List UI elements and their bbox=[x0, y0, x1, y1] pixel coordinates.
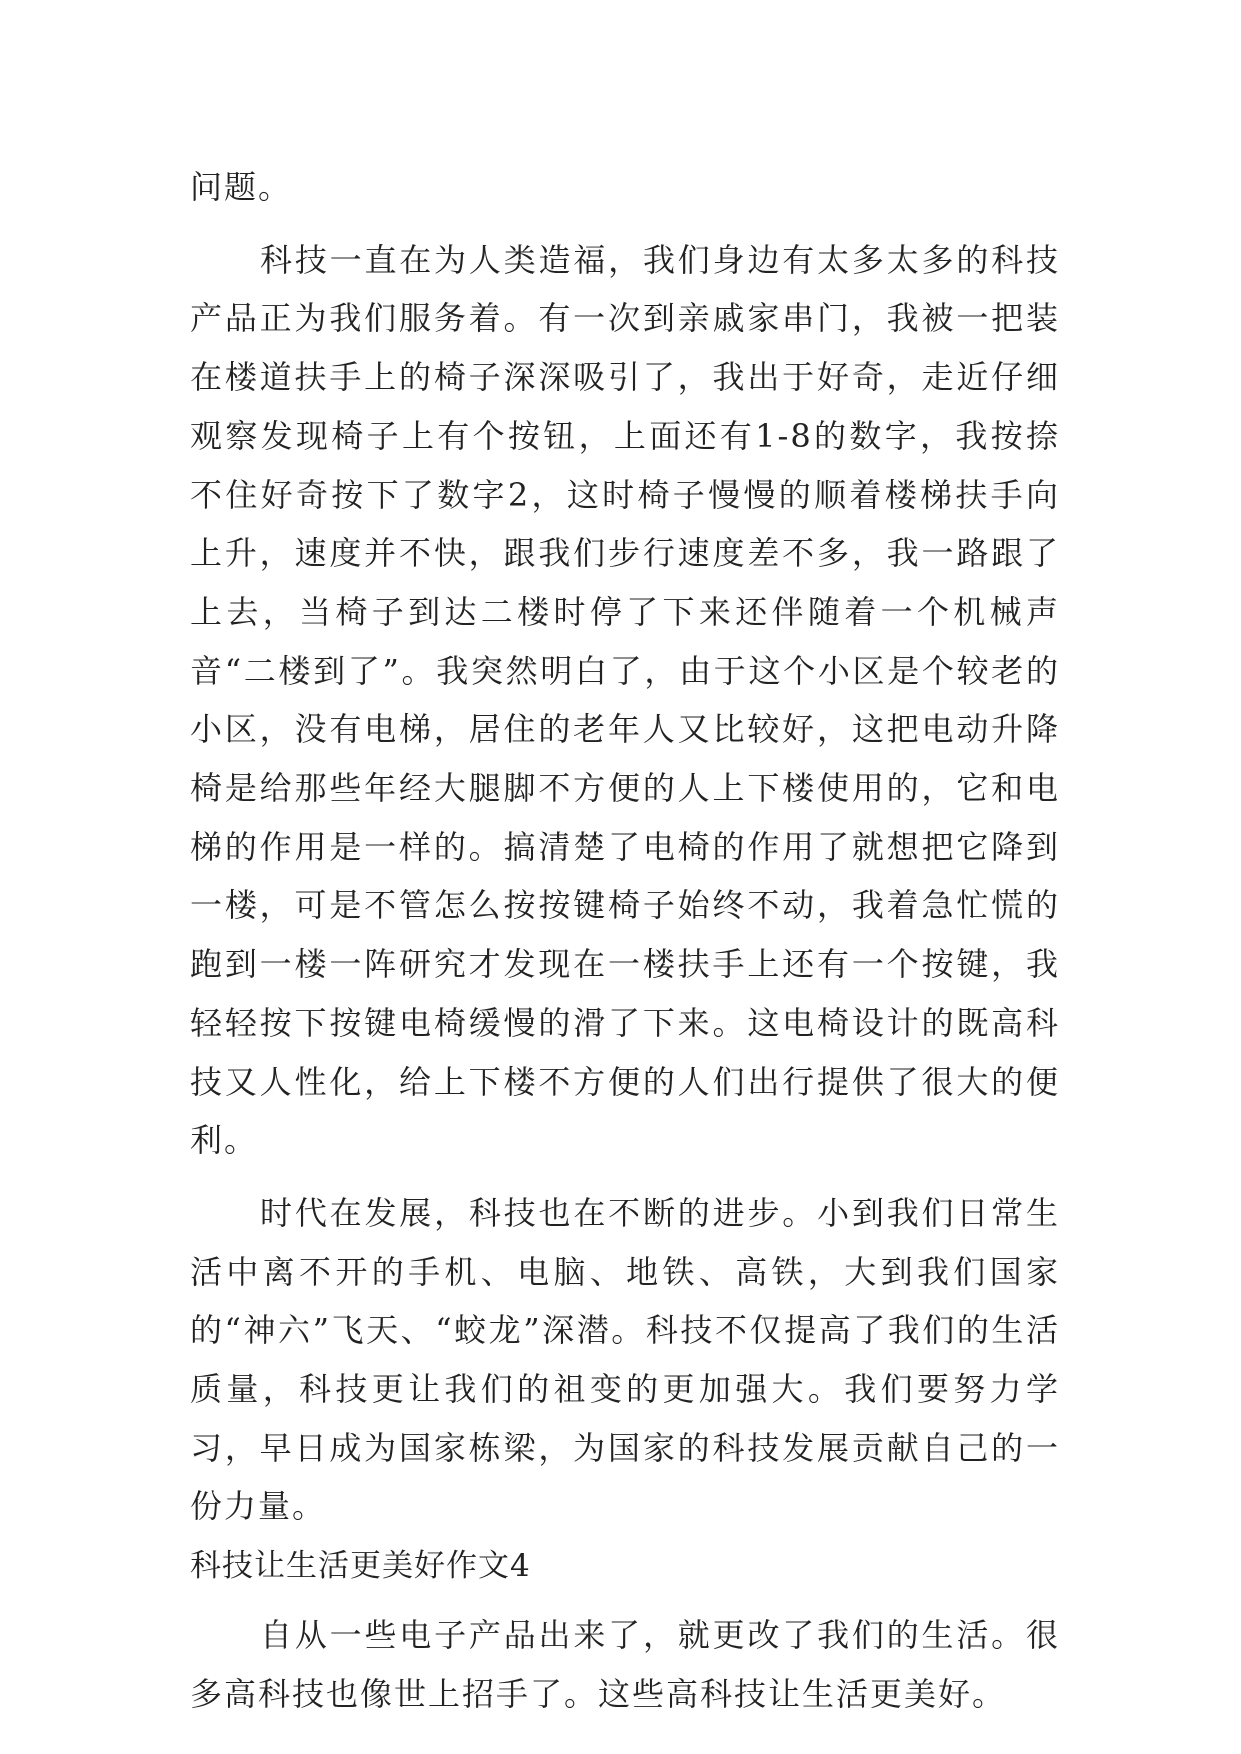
paragraph-electric-chair: 科技一直在为人类造福，我们身边有太多太多的科技产品正为我们服务着。有一次到亲戚家串门，我被一把装在楼道扶手上的椅子深深吸引了，我出于好奇，走近仔细观察发现椅子上有个按钮，上面还有1-8的数字，我按捺不住好奇按下了数字2，这时椅子慢慢的顺着楼梯扶手向上升，速度并不快，跟我们步行速度差不多，我一路跟了上去，当椅子到达二楼时停了下来还伴随着一个机械声音“二楼到了”。我突然明白了，由于这个小区是个较老的小区，没有电梯，居住的老年人又比较好，这把电动升降椅是给那些年经大腿脚不方便的人上下楼使用的，它和电梯的作用是一样的。搞清楚了电椅的作用了就想把它降到一楼，可是不管怎么按按键椅子始终不动，我着急忙慌的跑到一楼一阵研究才发现在一楼扶手上还有一个按键，我轻轻按下按键电椅缓慢的滑了下来。这电椅设计的既高科技又人性化，给上下楼不方便的人们出行提供了很大的便利。 bbox=[190, 240, 1060, 1160]
essay-heading: 科技让生活更美好作文4 bbox=[190, 1548, 531, 1585]
paragraph-times-developing: 时代在发展，科技也在不断的进步。小到我们日常生活中离不开的手机、电脑、地铁、高铁，大到我们国家的“神六”飞天、“蛟龙”深潜。科技不仅提高了我们的生活质量，科技更让我们的祖变的更加强大。我们要努力学习，早日成为国家栋梁，为国家的科技发展贡献自己的一份力量。 bbox=[190, 1193, 1060, 1526]
paragraph-continuation: 问题。 bbox=[190, 168, 293, 206]
document-body bbox=[190, 158, 1060, 1724]
paragraph-electronic-products: 自从一些电子产品出来了，就更改了我们的生活。很多高科技也像世上招手了。这些高科技让生活更美好。 bbox=[190, 1616, 1060, 1713]
